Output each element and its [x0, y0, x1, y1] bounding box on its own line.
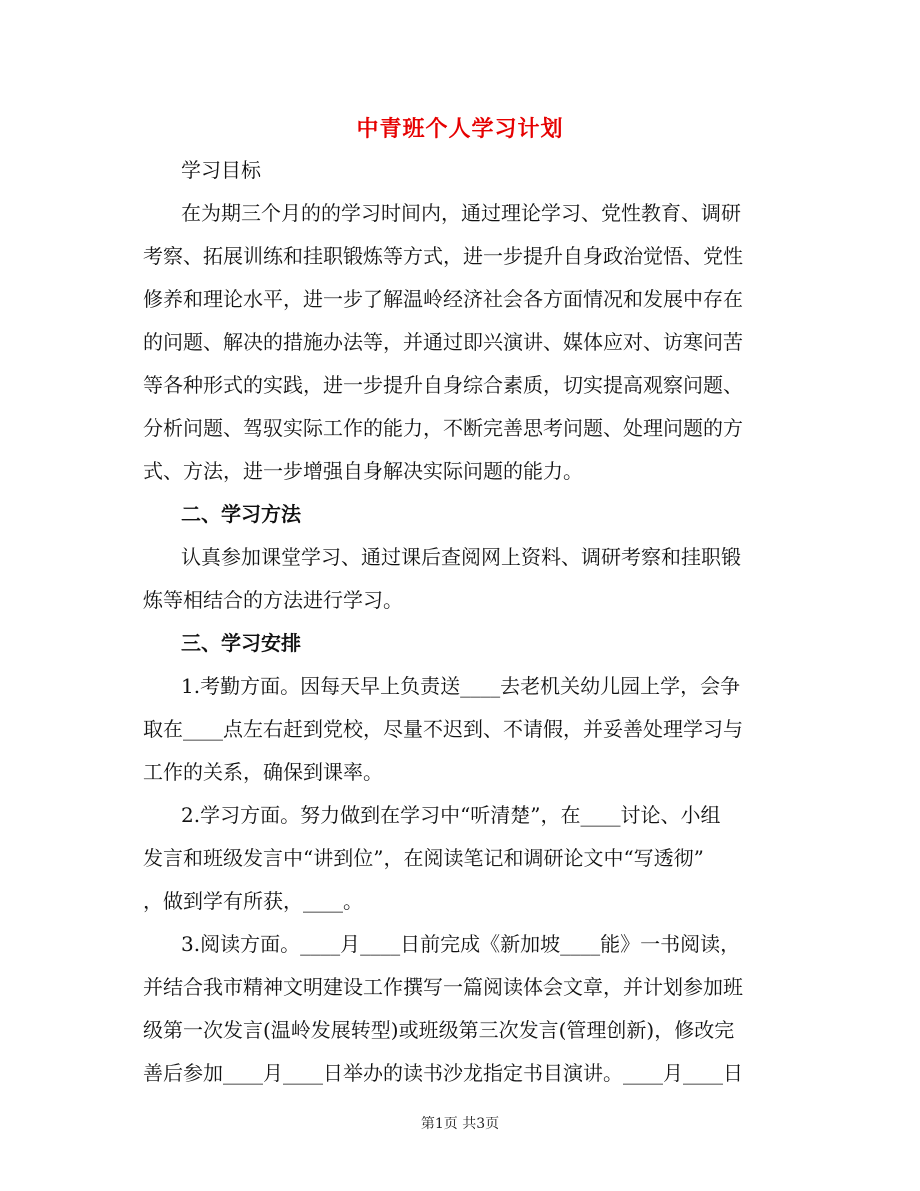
section-heading-schedule: 三、学习安排	[181, 631, 301, 655]
paragraph-line: 取在____点左右赶到党校，尽量不迟到、不请假，并妥善处理学习与	[143, 717, 743, 741]
paragraph-line: 考察、拓展训练和挂职锻炼等方式，进一步提升自身政治觉悟、党性	[143, 244, 743, 268]
paragraph-line: 炼等相结合的方法进行学习。	[143, 588, 403, 612]
paragraph-line: ，做到学有所获，____。	[143, 889, 363, 913]
paragraph-line: 级第一次发言(温岭发展转型)或班级第三次发言(管理创新)，修改完	[143, 1018, 735, 1042]
section-heading-methods: 二、学习方法	[181, 502, 301, 526]
paragraph-line: 等各种形式的实践，进一步提升自身综合素质，切实提高观察问题、	[143, 373, 743, 397]
paragraph-line: 发言和班级发言中“讲到位”，在阅读笔记和调研论文中“写透彻”	[143, 846, 704, 870]
paragraph-line: 在为期三个月的的学习时间内，通过理论学习、党性教育、调研	[181, 201, 741, 225]
page-footer: 第1页 共3页	[420, 1116, 500, 1132]
paragraph-line: 1.考勤方面。因每天早上负责送____去老机关幼儿园上学，会争	[181, 674, 741, 698]
paragraph-line: 2.学习方面。努力做到在学习中“听清楚”，在____讨论、小组	[181, 803, 721, 827]
paragraph-line: 并结合我市精神文明建设工作撰写一篇阅读体会文章，并计划参加班	[143, 975, 743, 999]
paragraph-line: 分析问题、驾驭实际工作的能力，不断完善思考问题、处理问题的方	[143, 416, 743, 440]
paragraph-line: 3.阅读方面。____月____日前完成《新加坡____能》一书阅读，	[181, 932, 741, 956]
paragraph-line: 的问题、解决的措施办法等，并通过即兴演讲、媒体应对、访寒问苦	[143, 330, 743, 354]
paragraph-line: 工作的关系，确保到课率。	[143, 760, 383, 784]
paragraph-line: 认真参加课堂学习、通过课后查阅网上资料、调研考察和挂职锻	[181, 545, 741, 569]
paragraph-line: 善后参加____月____日举办的读书沙龙指定书目演讲。____月____日	[143, 1061, 743, 1085]
paragraph-line: 式、方法，进一步增强自身解决实际问题的能力。	[143, 459, 583, 483]
paragraph-line: 修养和理论水平，进一步了解温岭经济社会各方面情况和发展中存在	[143, 287, 743, 311]
page-title: 中青班个人学习计划	[356, 116, 564, 142]
section-heading-goals: 学习目标	[181, 158, 261, 182]
